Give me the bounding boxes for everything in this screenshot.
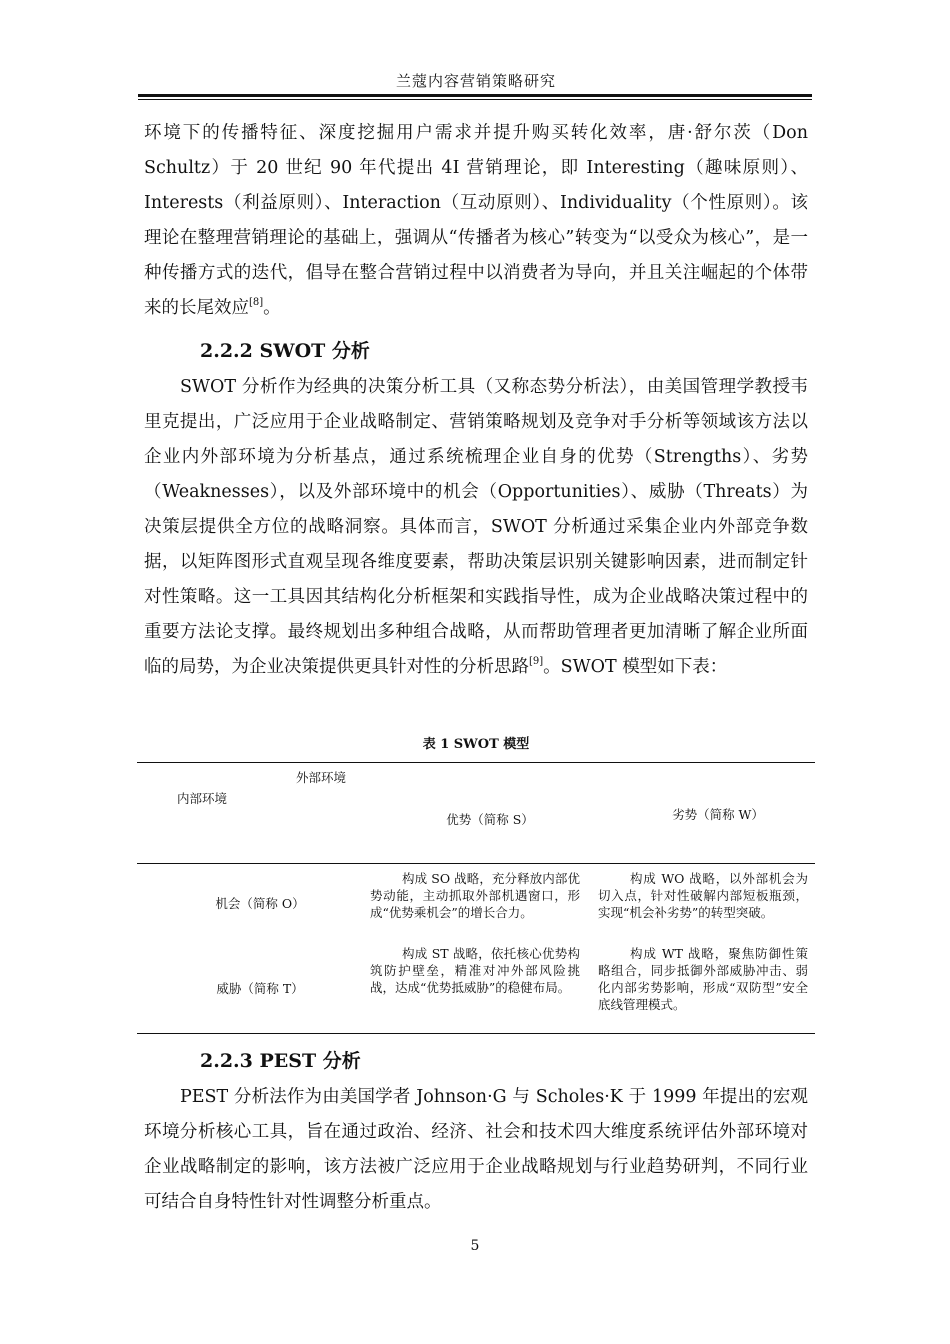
citation-ref: [9] <box>529 656 544 667</box>
table-row-threat: 威胁（简称 T） <box>216 981 304 996</box>
section-heading-swot: 2.2.2 SWOT 分析 <box>200 340 370 362</box>
header-rule-thick <box>138 94 812 97</box>
table-cell-wo: 构成 WO 战略，以外部机会为切入点，针对性破解内部短板瓶颈，实现“机会补劣势”的转型突破。 <box>598 871 808 920</box>
paragraph-text: 环境下的传播特征、深度挖掘用户需求并提升购买转化效率，唐·舒尔茨（Don Schultz）于 20 世纪 90 年代提出 4I 营销理论，即 Interesting（趣味原则）、Interests（利益原则）、Interaction（互动原则）、Individuality（个性原则）。该理论在整理营销理论的基础上，强调从“传播者为核心”转变为“以受众为核心”，是一种传播方式的迭代，倡导在整合营销过程中以消费者为导向，并且关注崛起的个体带来的长尾效应 <box>144 123 808 318</box>
table-corner-external: 外部环境 <box>296 770 347 785</box>
table-cell-so: 构成 SO 战略，充分释放内部优势动能，主动抓取外部机遇窗口，形成“优势乘机会”的增长合力。 <box>370 871 580 920</box>
table-row-opportunity: 机会（简称 O） <box>215 896 305 911</box>
paragraph-end: 。 <box>263 298 281 318</box>
header-rule-thin <box>138 99 812 100</box>
table-caption: 表 1 SWOT 模型 <box>422 737 530 752</box>
table-col-weakness: 劣势（简称 W） <box>672 807 764 822</box>
table-top-rule <box>137 762 815 763</box>
paragraph-swot <box>144 370 808 685</box>
paragraph-text: SWOT 分析作为经典的决策分析工具（又称态势分析法），由美国管理学教授韦里克提出，广泛应用于企业战略制定、营销策略规划及竞争对手分析等领域该方法以企业内外部环境为分析基点，通过系统梳理企业自身的优势（Strengths）、劣势（Weaknesses），以及外部环境中的机会（Opportunities）、威胁（Threats）为决策层提供全方位的战略洞察。具体而言，SWOT 分析通过采集企业内外部竞争数据，以矩阵图形式直观呈现各维度要素，帮助决策层识别关键影响因素，进而制定针对性策略。这一工具因其结构化分析框架和实践指导性，成为企业战略决策过程中的重要方法论支撑。最终规划出多种组合战略，从而帮助管理者更加清晰了解企业所面临的局势，为企业决策提供更具针对性的分析思路 <box>144 377 808 677</box>
section-heading-pest: 2.2.3 PEST 分析 <box>200 1050 361 1072</box>
citation-ref: [8] <box>249 297 264 308</box>
table-col-strength: 优势（简称 S） <box>446 812 534 827</box>
table-bottom-rule <box>137 1033 815 1034</box>
paragraph-4i-theory <box>144 116 808 326</box>
paragraph-end: 。SWOT 模型如下表： <box>543 657 728 677</box>
paragraph-pest: PEST 分析法作为由美国学者 Johnson·G 与 Scholes·K 于 1999 年提出的宏观环境分析核心工具，旨在通过政治、经济、社会和技术四大维度系统评估外部环境对企业战略制定的影响，该方法被广泛应用于企业战略规划与行业趋势研判，不同行业可结合自身特性针对性调整分析重点。 <box>144 1087 808 1212</box>
running-header: 兰蔻内容营销策略研究 <box>395 72 556 90</box>
table-header-rule <box>137 863 815 864</box>
table-corner-internal: 内部环境 <box>177 791 228 806</box>
page-number: 5 <box>470 1238 480 1254</box>
table-cell-wt: 构成 WT 战略，聚焦防御性策略组合，同步抵御外部威胁冲击、弱化内部劣势影响，形成“双防型”安全底线管理模式。 <box>598 946 808 1012</box>
table-cell-st: 构成 ST 战略，依托核心优势构筑防护壁垒，精准对冲外部风险挑战，达成“优势抵威胁”的稳健布局。 <box>370 946 580 995</box>
